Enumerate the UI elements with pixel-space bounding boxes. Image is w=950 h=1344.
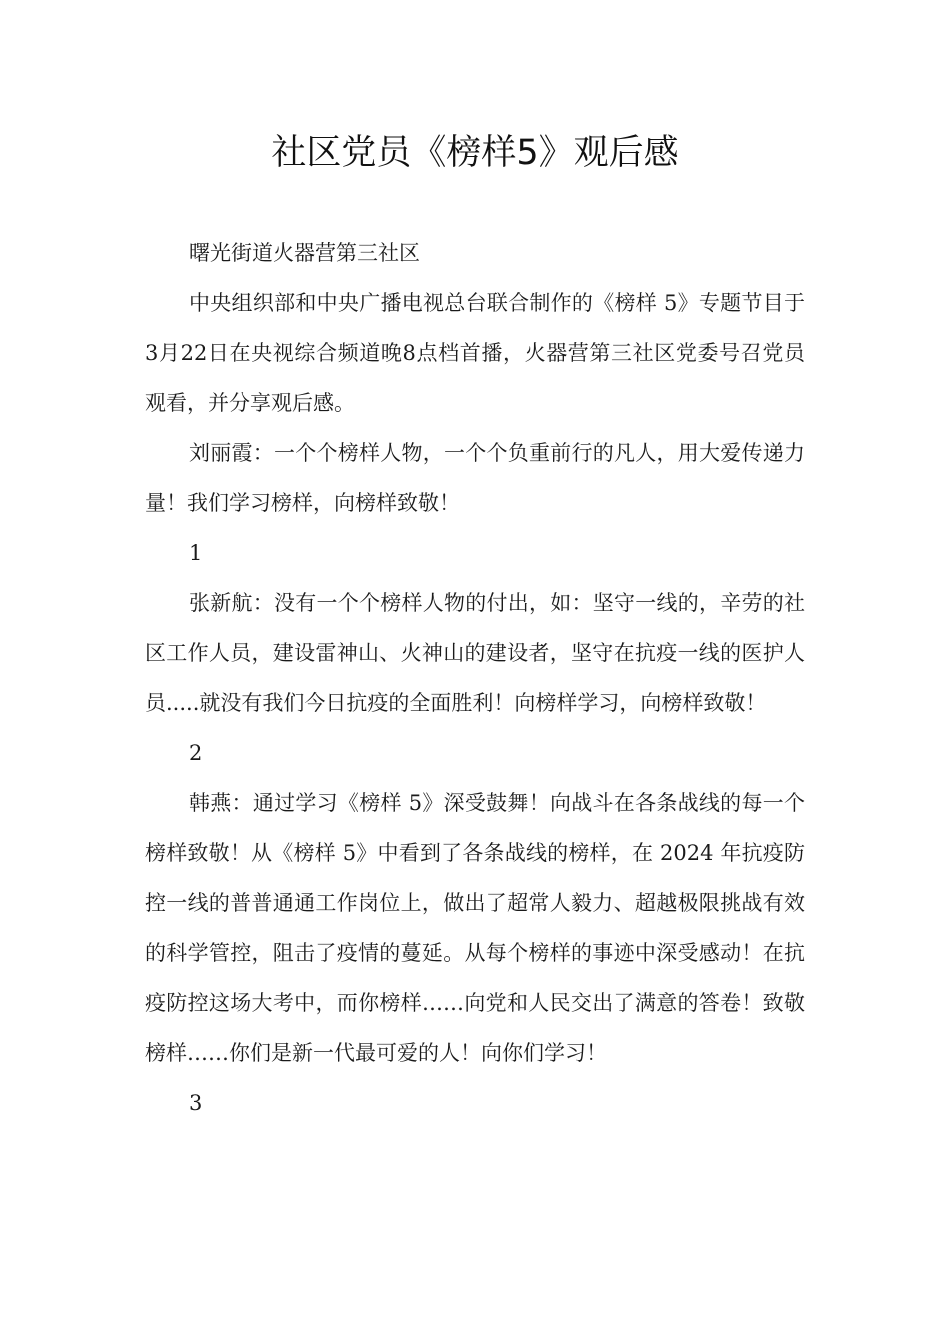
section-number-3: 3 [189,1091,203,1115]
section-number-2: 2 [189,741,203,765]
paragraph-intro: 中央组织部和中央广播电视总台联合制作的《榜样 5》专题节目于3月22日在央视综合频道晚8点档首播，火器营第三社区党委号召党员观看，并分享观后感。 [145,291,805,415]
document-title: 社区党员《榜样5》观后感 [271,133,679,173]
paragraph-liu-lixia: 刘丽霞：一个个榜样人物，一个个负重前行的凡人，用大爱传递力量！我们学习榜样，向榜样致敬！ [145,441,805,515]
paragraph-han-yan: 韩燕：通过学习《榜样 5》深受鼓舞！向战斗在各条战线的每一个榜样致敬！从《榜样 5》中看到了各条战线的榜样，在 2024 年抗疫防控一线的普普通通工作岗位上，做出了超常人毅力、超越极限挑战有效的科学管控，阻击了疫情的蔓延。从每个榜样的事迹中深受感动！在抗疫防控这场大考中，而你榜样……向党和人民交出了满意的答卷！致敬榜样……你们是新一代最可爱的人！向你们学习！ [145,791,805,1065]
paragraph-zhang-xinhang: 张新航：没有一个个榜样人物的付出，如：坚守一线的，辛劳的社区工作人员，建设雷神山、火神山的建设者，坚守在抗疫一线的医护人员.....就没有我们今日抗疫的全面胜利！向榜样学习，向榜样致敬！ [145,591,805,715]
document-body [145,228,805,1128]
section-number-1: 1 [189,541,203,565]
paragraph-community: 曙光街道火器营第三社区 [189,241,420,265]
